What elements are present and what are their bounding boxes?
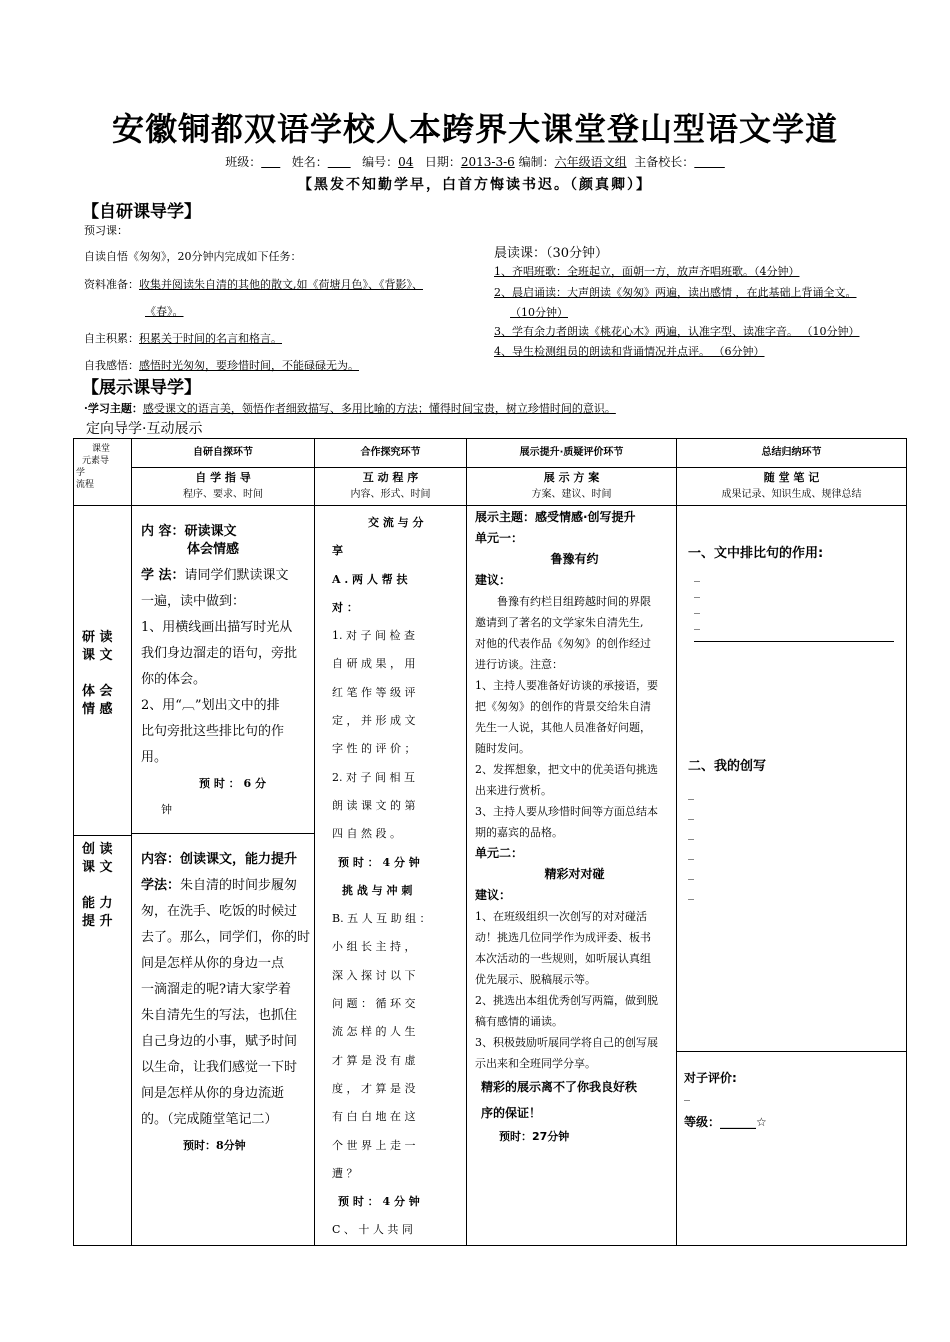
materials-line: 资料准备：收集并阅读朱自清的其他的散文,如《荷塘月色》、《背影》、 bbox=[84, 278, 423, 291]
col-head: 自研自探环节 bbox=[193, 447, 253, 458]
c2-line: 预 时 ： 4 分 钟 bbox=[338, 855, 420, 869]
pair-eval: 对子评价: bbox=[684, 1071, 737, 1085]
display-heading: 【展示课导学】 bbox=[82, 378, 201, 398]
morning-item: （10分钟） bbox=[510, 306, 568, 319]
feeling-line: 自我感悟：感悟时光匆匆，要珍惜时间，不能碌碌无为。 bbox=[84, 359, 359, 372]
self-study-heading: 【自研课导学】 bbox=[82, 202, 201, 222]
c2-line: 才 算 是 没 有 虚 bbox=[332, 1053, 416, 1067]
c2-line: 预 时 ： 4 分 钟 bbox=[338, 1195, 420, 1209]
c2-line: 个 世 界 上 走 一 bbox=[332, 1138, 416, 1152]
col-head: 合作探究环节 bbox=[360, 447, 421, 458]
c2-interaction bbox=[332, 509, 462, 1245]
c2-line: 小 组 长 主 持 ， bbox=[332, 940, 416, 954]
morning-item: 4、导生检测组员的朗读和背诵情况并点评。 （6分钟） bbox=[494, 345, 765, 358]
row-label-create: 创 读 课 文 能 力 提 升 bbox=[82, 842, 113, 929]
col-subnote: 内容、形式、时间 bbox=[350, 489, 431, 500]
c2-line: B. 五 人 互 助 组 ： bbox=[332, 912, 431, 926]
c2-line: 定 ， 并 形 成 文 bbox=[332, 714, 416, 728]
morning-title: 晨读课：（30分钟） bbox=[494, 246, 609, 261]
c3-display: 展示主题：感受情感·创写提升 单元一： 鲁豫有约 建议： 鲁豫有约栏目组跨越时间的界限 邀请到了著名的文学家朱自清先生, 对他的代表作品《匆匆》的创作经过 进行访谈。注意： 1、主持人要准备好访谈的承接语，要 把《匆匆》的创作的背景交给朱自清 先生一人说，其他人员准备好问题， 随时发问。 2、发挥想象，把文中的优美语句挑选 出来进行赏析。 3、主持人要从珍惜时间等方面总结本 期的嘉宾的品格。 单元二： 精彩对对碰 建议： 1、在班级组织一次创写的对对碰活 动！挑选几位同学作为成评委、板书 本次活动的一些规则，如听展认真组 优先展示、脱稿展示等。 2、挑选出本组优秀创写两篇，做到脱 稿有感情的诵读。 3、积极鼓励听展同学将自己的创写展 示出来和全班同学分享。 精彩的展示离不了你我良好秩 序的保证！ 预时：27分钟 bbox=[475, 510, 658, 1143]
col-subhead: 自 学 指 导 bbox=[195, 471, 251, 484]
c2-line: 自 研 成 果 ， 用 bbox=[332, 657, 416, 671]
col-subhead: 互 动 程 序 bbox=[362, 471, 419, 484]
col-head: 展示提升·质疑评价环节 bbox=[519, 447, 624, 458]
row-label-read: 研 读 课 文 体 会 情 感 bbox=[82, 630, 113, 717]
c2-line: 交 流 与 分 bbox=[368, 516, 424, 529]
accumulate-line: 自主积累：积累关于时间的名言和格言。 bbox=[84, 332, 282, 345]
c2-line: 享 bbox=[332, 544, 343, 558]
grade-line: 等级：______☆ bbox=[684, 1115, 767, 1129]
c2-line: 挑 战 与 冲 刺 bbox=[342, 883, 413, 897]
corner-header: 课堂 元素导 学 流程 bbox=[76, 444, 111, 490]
materials-line-2: 《春》。 bbox=[145, 305, 184, 318]
theme-line: ·学习主题：感受课文的语言美，领悟作者细致描写、多用比喻的方法；懂得时间宝贵，树立珍惜时间的意识。 bbox=[84, 402, 616, 415]
c2-line: 2. 对 子 间 相 互 bbox=[332, 770, 415, 784]
col-subnote: 方案、建议、时间 bbox=[531, 489, 612, 500]
task-text: 自读自悟《匆匆》，20分钟内完成如下任务： bbox=[84, 250, 302, 263]
c2-line: 流 怎 样 的 人 生 bbox=[332, 1025, 416, 1039]
morning-item: 1、齐唱班歌：全班起立，面朝一方，放声齐唱班歌。（4分钟） bbox=[494, 265, 800, 278]
col-head: 总结归纳环节 bbox=[761, 447, 822, 458]
main-table: 课堂 元素导 学 流程 自研自探环节 合作探究环节 展示提升·质疑评价环节 总结归纳环节 自 学 指 导 互 动 程 序 展 示 方 案 随 堂 笔 记 程序、要求、时间 内容、形式、时间 方案、建议、时间 成果记录、知识生成、规律总结 研 读 课 文 体 会 情 感 创 读 课 文 能 力 提 升 内 容：研读课文 体会情感 学 法：请同学们默读课文 一遍，读中做到： 1、用横线画出描写时光从 我们身边溜走的语句，旁批 你的体会。 2、用“︹”划出文中的排 比句旁批这些排比句的作 用。 预 时 ： 6 分 钟 内容：创读课文，能力提升 学法：朱自清的时间步履匆 匆，在洗手、吃饭的时候过 去了。那么，同学们，你的时 间是怎样从你的身边一点 一滴溜走的呢?请大家学着 朱自清先生的写法，也抓住 自己身边的小事，赋予时间 以生命，让我们感觉一下时 间是怎样从你的身边流逝 的。（完成随堂笔记二） 预时：8分钟 交 流 与 分 享 A . 两 人 帮 扶 对 ： 1. 对 子 间 检 查 自 研 成 果 ， 用 红 笔 作 等 级 评 定 ， 并 形 成 文 字 性 的 评 价 ； 2. 对 子 间 相 互 朗 读 课 文 的 第 四 自 然 段 。 预 时 ： 4 分 钟 挑 战 与 冲 刺 B. 五 人 互 助 组 ： 小 组 长 主 持 ， 深 入 探 讨 以 下 问 题 ： 循 环 交 流 怎 样 的 人 生 才 算 是 没 有 虚 度 ， 才 算 是 没 有 白 白 地 在 这 个 世 界 上 走 一 遭 ？ 预 时 ： 4 分 钟 C 、 十 人 共 同 展示主题：感受情感·创写提升 单元一： 鲁豫有约 建议： 鲁豫有约栏目组跨越时间的界限 邀请到了著名的文学家朱自清先生, 对他的代表作品《匆匆》的创作经过 进行访谈。注意： 1、主持人要准备好访谈的承接语，要 把《匆匆》的创作的背景交给朱自清 先生一人说，其他人员准备好问题， 随时发问。 2、发挥想象，把文中的优美语句挑选 出来进行赏析。 3、主持人要从珍惜时间等方面总结本 期的嘉宾的品格。 单元二： 精彩对对碰 建议： 1、在班级组织一次创写的对对碰活 动！挑选几位同学作为成评委、板书 本次活动的一些规则，如听展认真组 优先展示、脱稿展示等。 2、挑选出本组优秀创写两篇，做到脱 稿有感情的诵读。 3、积极鼓励听展同学将自己的创写展 示出来和全班同学分享。 精彩的展示离不了你我良好秩 序的保证！ 预时：27分钟 一、文中排比句的作用: _ _ _ _ 二、我的创写 _ _ _ _ _ _ 对子评价: _ 等级：______☆ bbox=[73, 438, 907, 1246]
motto: 【黑发不知勤学早，白首方悔读书迟。（颜真卿）】 bbox=[298, 177, 652, 193]
note-2-lines: _ _ _ _ _ _ bbox=[688, 786, 694, 900]
c2-line: 字 性 的 评 价 ； bbox=[332, 742, 416, 756]
morning-item: 2、晨启诵读：大声朗读《匆匆》两遍，读出感情 ，在此基础上背诵全文。 bbox=[494, 286, 857, 299]
c2-line: C 、 十 人 共 同 bbox=[332, 1223, 413, 1237]
note-1-lines: _ _ _ _ bbox=[694, 568, 700, 630]
note-1: 一、文中排比句的作用: bbox=[688, 546, 824, 561]
c2-line: 红 笔 作 等 级 评 bbox=[332, 685, 416, 699]
pre-class-label: 预习课： bbox=[84, 224, 128, 237]
c2-line: 对 ： bbox=[332, 600, 358, 614]
page-title: 安徽铜都双语学校人本跨界大课堂登山型语文学道 bbox=[111, 110, 838, 148]
c2-line: 遭 ？ bbox=[332, 1166, 358, 1180]
c1-method: 学 法：请同学们默读课文 一遍，读中做到： 1、用横线画出描写时光从 我们身边溜走的语句，旁批 你的体会。 2、用“︹”划出文中的排 比句旁批这些排比句的作 用。 预 时 ： 6 分 钟 bbox=[141, 568, 298, 816]
morning-item: 3、学有余力者朗读《桃花心木》两遍，认准字型、读准字音。 （10分钟） bbox=[494, 325, 860, 338]
c2-line: 问 题 ： 循 环 交 bbox=[332, 997, 416, 1011]
c2-line: 有 白 白 地 在 这 bbox=[332, 1110, 416, 1124]
c2-line: 度 ， 才 算 是 没 bbox=[332, 1081, 416, 1095]
c1-content: 内 容：研读课文 体会情感 bbox=[141, 524, 240, 557]
c2-line: 朗 读 课 文 的 第 bbox=[332, 798, 416, 812]
c2-line: A . 两 人 帮 扶 bbox=[332, 572, 408, 586]
c2-line: 深 入 探 讨 以 下 bbox=[332, 968, 416, 982]
c1-create: 内容：创读课文，能力提升 学法：朱自清的时间步履匆 匆，在洗手、吃饭的时候过 去了。那么，同学们，你的时 间是怎样从你的身边一点 一滴溜走的呢?请大家学着 朱自清先生的写法，也抓住 自己身边的小事，赋予时间 以生命，让我们感觉一下时 间是怎样从你的身边流逝 的。（完成随堂笔记二） 预时：8分钟 bbox=[141, 852, 311, 1152]
note-2: 二、我的创写 bbox=[688, 759, 767, 774]
col-subhead: 展 示 方 案 bbox=[543, 471, 600, 484]
meta-line: 班级： 姓名： 编号：04 日期：2013-3-6 编制：六年级语文组 主备校长： bbox=[225, 155, 695, 169]
guide-text: 定向导学·互动展示 bbox=[86, 421, 203, 437]
c2-line: 1. 对 子 间 检 查 bbox=[332, 629, 415, 643]
c2-line: 四 自 然 段 。 bbox=[332, 827, 401, 841]
col-subnote: 成果记录、知识生成、规律总结 bbox=[721, 489, 862, 500]
col-subhead: 随 堂 笔 记 bbox=[763, 471, 820, 484]
col-subnote: 程序、要求、时间 bbox=[183, 489, 263, 500]
